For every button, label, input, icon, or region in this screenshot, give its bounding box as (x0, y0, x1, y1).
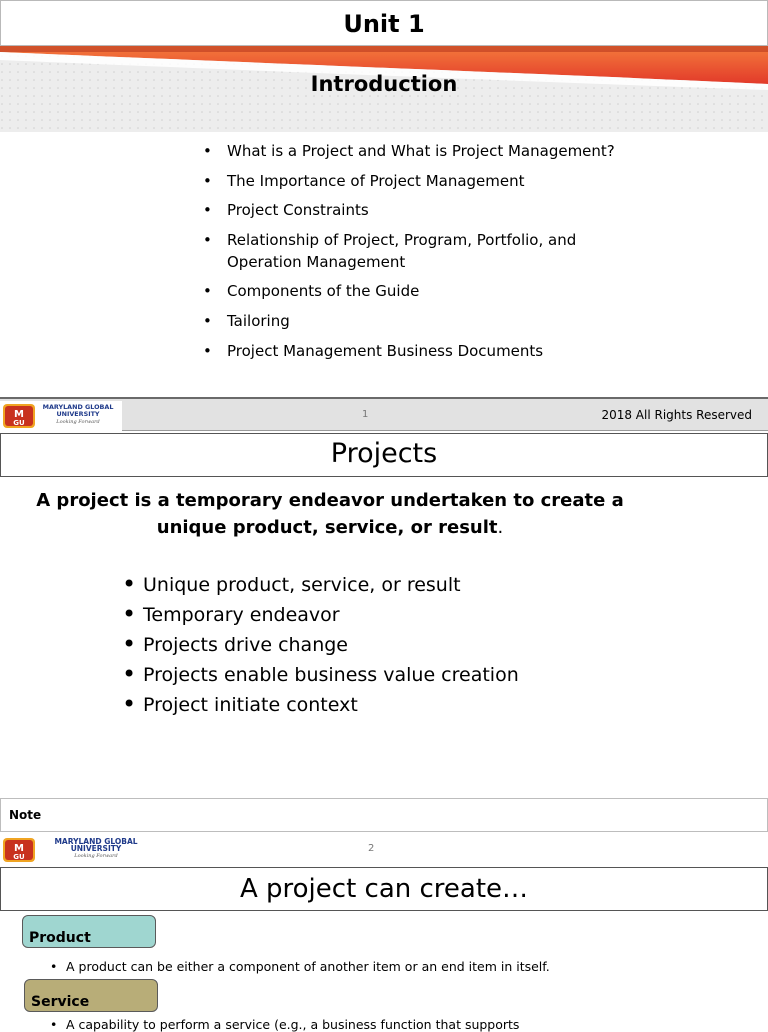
service-box: Service (24, 979, 158, 1012)
note-box (0, 798, 768, 832)
list-item: • Tailoring (203, 310, 623, 332)
list-item: • What is a Project and What is Project Management? (203, 140, 623, 162)
note-label: Note (9, 808, 42, 822)
logo-line1: MARYLAND GLOBAL (54, 837, 138, 846)
product-description (50, 959, 550, 974)
logo-line2: UNIVERSITY (56, 410, 100, 418)
list-item: • Project Management Business Documents (203, 340, 623, 362)
definition-text: A project is a temporary endeavor undertaken to create a unique product, service, or result (36, 490, 624, 538)
list-item: • Relationship of Project, Program, Portfolio, and Operation Management (203, 229, 623, 273)
slide3-title: A project can create… (239, 874, 529, 904)
list-item: • Projects enable business value creation (122, 660, 519, 690)
service-description-text: A capability to perform a service (e.g., a business function that supports (66, 1017, 520, 1032)
slide1-subtitle: Introduction (310, 72, 458, 96)
page-number: 2 (368, 843, 375, 854)
svg-text:M: M (14, 843, 24, 854)
svg-text:M: M (14, 409, 24, 420)
list-item: • The Importance of Project Management (203, 170, 623, 192)
definition-period: . (497, 517, 504, 538)
page-number: 1 (362, 409, 369, 420)
university-logo (0, 401, 122, 431)
slide3-title-box (0, 867, 768, 911)
logo-line2: UNIVERSITY (70, 844, 122, 853)
copyright-text: 2018 All Rights Reserved (601, 408, 752, 422)
slide2-title-box (0, 433, 768, 477)
slide2-title: Projects (330, 438, 438, 469)
list-item: • Temporary endeavor (122, 600, 519, 630)
slide1-topic-list (203, 140, 623, 369)
mgu-emblem-icon (3, 838, 35, 862)
university-logo (0, 835, 160, 865)
list-item: • Project Constraints (203, 199, 623, 221)
mgu-emblem-icon (3, 404, 35, 428)
list-item: • Project initiate context (122, 690, 519, 720)
service-description (50, 1017, 519, 1032)
project-definition (0, 487, 660, 541)
slide1-title-bar (0, 0, 768, 46)
slide1-footer (0, 397, 768, 431)
list-item: • Components of the Guide (203, 280, 623, 302)
slide2-footer (0, 833, 768, 867)
slide1-title: Unit 1 (343, 10, 425, 38)
list-item: • Projects drive change (122, 630, 519, 660)
list-item: • Unique product, service, or result (122, 570, 519, 600)
product-description-text: A product can be either a component of another item or an end item in itself. (66, 959, 550, 974)
bullet-icon: • (50, 1017, 58, 1032)
logo-tagline: Looking Forward (74, 853, 118, 859)
project-characteristics-list (122, 570, 519, 720)
svg-text:GU: GU (13, 853, 25, 861)
bullet-icon: • (50, 959, 58, 974)
logo-tagline: Looking Forward (56, 419, 100, 425)
product-box: Product (22, 915, 156, 948)
logo-line1: MARYLAND GLOBAL (42, 403, 114, 411)
svg-text:GU: GU (13, 419, 25, 427)
